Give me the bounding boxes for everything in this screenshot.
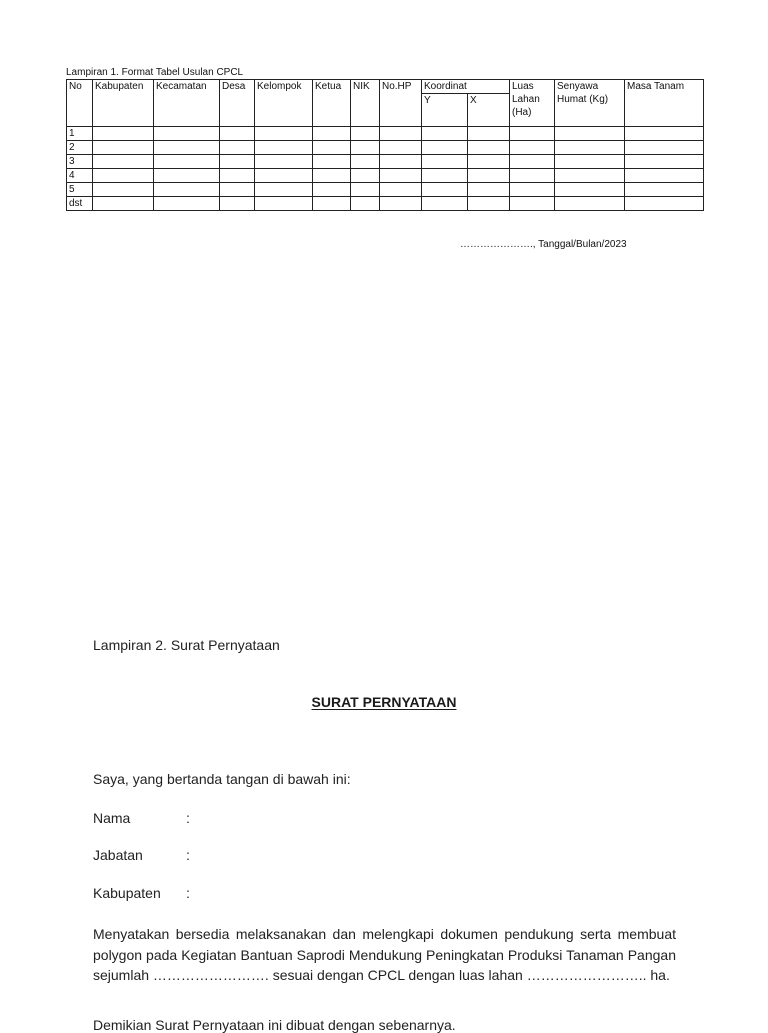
field-label: Nama bbox=[93, 810, 131, 826]
col-header-koordinat-x: X bbox=[468, 94, 510, 127]
col-header-nik: NIK bbox=[351, 80, 380, 127]
table-row bbox=[67, 197, 704, 211]
row-number: 3 bbox=[67, 155, 93, 169]
col-header-kabupaten: Kabupaten bbox=[93, 80, 154, 127]
row-number: dst bbox=[67, 197, 93, 211]
field-colon: : bbox=[186, 847, 190, 863]
luas-lahan-line2: Lahan bbox=[512, 94, 540, 105]
luas-lahan-line3: (Ha) bbox=[512, 107, 532, 118]
table-row bbox=[67, 141, 704, 155]
row-number: 5 bbox=[67, 183, 93, 197]
col-header-kecamatan: Kecamatan bbox=[154, 80, 220, 127]
document-title bbox=[0, 694, 768, 710]
field-nama bbox=[93, 810, 190, 826]
field-colon: : bbox=[186, 810, 190, 826]
table-row bbox=[67, 155, 704, 169]
table-row bbox=[67, 127, 704, 141]
document-title-text: SURAT PERNYATAAN bbox=[311, 694, 457, 710]
col-header-kelompok: Kelompok bbox=[255, 80, 313, 127]
col-header-no: No bbox=[67, 80, 93, 127]
col-header-koordinat-y: Y bbox=[422, 94, 468, 127]
cpcl-table bbox=[66, 79, 704, 211]
col-header-koordinat: Koordinat bbox=[422, 80, 510, 94]
intro-text: Saya, yang bertanda tangan di bawah ini: bbox=[93, 771, 351, 787]
date-line: …………………., Tanggal/Bulan/2023 bbox=[460, 239, 627, 250]
table-row bbox=[67, 183, 704, 197]
row-number: 1 bbox=[67, 127, 93, 141]
table-row bbox=[67, 169, 704, 183]
row-number: 2 bbox=[67, 141, 93, 155]
col-header-luas-lahan bbox=[510, 80, 555, 127]
field-jabatan bbox=[93, 847, 190, 863]
senyawa-line2: Humat (Kg) bbox=[557, 94, 609, 105]
col-header-nohp: No.HP bbox=[380, 80, 422, 127]
lampiran1-caption: Lampiran 1. Format Tabel Usulan CPCL bbox=[66, 67, 244, 78]
lampiran2-caption: Lampiran 2. Surat Pernyataan bbox=[93, 637, 280, 653]
luas-lahan-line1: Luas bbox=[512, 81, 534, 92]
closing-line: Demikian Surat Pernyataan ini dibuat dengan sebenarnya. bbox=[93, 1017, 456, 1033]
senyawa-line1: Senyawa bbox=[557, 81, 599, 92]
field-colon: : bbox=[186, 885, 190, 901]
field-label: Jabatan bbox=[93, 847, 143, 863]
col-header-desa: Desa bbox=[220, 80, 255, 127]
statement-paragraph: Menyatakan bersedia melaksanakan dan melengkapi dokumen pendukung serta membuat polygon pada Kegiatan Bantuan Saprodi Mendukung Peningkatan Produksi Tanaman Pangan sejumlah ……………………. sesuai dengan CPCL dengan luas lahan …………………….. ha. bbox=[93, 926, 676, 983]
col-header-ketua: Ketua bbox=[313, 80, 351, 127]
field-label: Kabupaten bbox=[93, 885, 161, 901]
col-header-senyawa-humat bbox=[555, 80, 625, 127]
col-header-masa-tanam: Masa Tanam bbox=[625, 80, 704, 127]
row-number: 4 bbox=[67, 169, 93, 183]
field-kabupaten bbox=[93, 885, 190, 901]
